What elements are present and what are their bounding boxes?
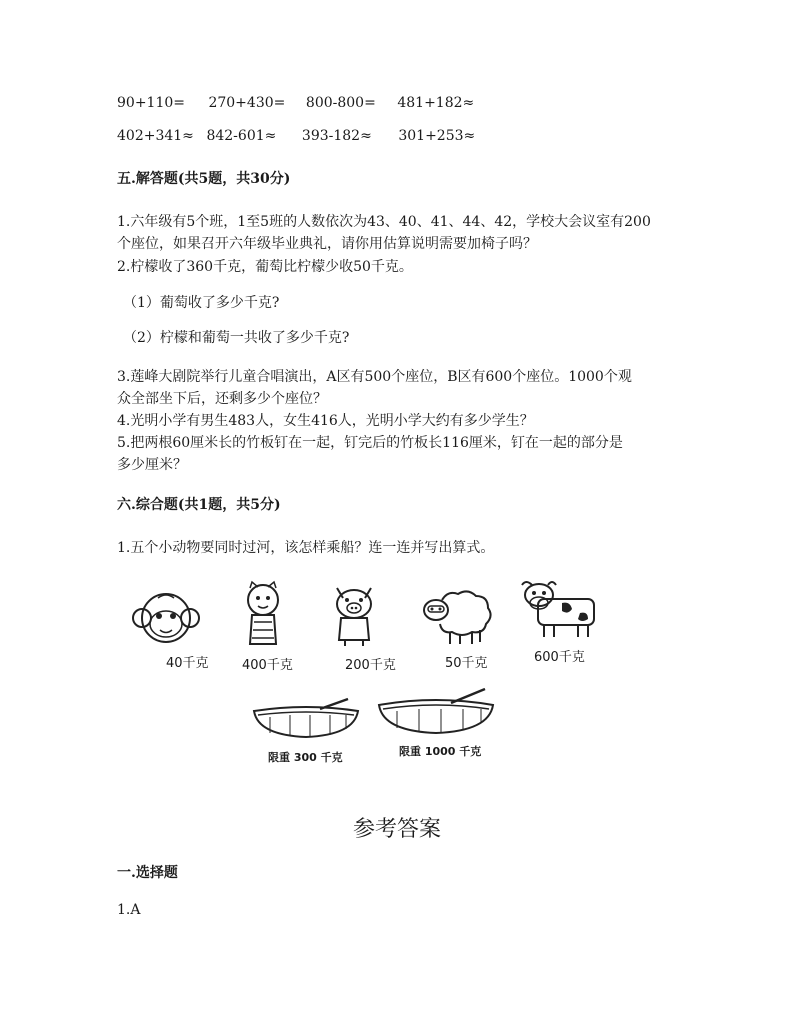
boat-small-limit: 限重 300 千克 xyxy=(268,751,343,764)
pig-icon xyxy=(327,582,381,652)
calc-item: 481+182≈ xyxy=(397,95,475,111)
section6-question-1: 1.五个小动物要同时过河，该怎样乘船？连一连并写出算式。 xyxy=(117,540,495,556)
answers-title: 参考答案 xyxy=(352,817,441,842)
monkey-icon xyxy=(128,590,204,654)
answer-1: 1.A xyxy=(117,902,141,918)
question-2-sub-2: （2）柠檬和葡萄一共收了多少千克? xyxy=(123,330,350,346)
sheep-icon xyxy=(418,586,496,650)
question-1-line-1: 1.六年级有5个班，1至5班的人数依次为43、40、41、44、42，学校大会议室有200 xyxy=(117,214,651,230)
question-3-line-1: 3.莲峰大剧院举行儿童合唱演出，A区有500个座位，B区有600个座位。1000个观 xyxy=(117,369,632,385)
boat-large-icon xyxy=(375,685,497,744)
monkey-weight: 40千克 xyxy=(166,656,209,671)
calc-item: 90+110= xyxy=(117,95,185,111)
calc-item: 800-800= xyxy=(305,95,376,111)
answers-section-1: 一.选择题 xyxy=(117,865,178,881)
pig-weight: 200千克 xyxy=(345,658,396,673)
tiger-weight: 400千克 xyxy=(242,658,293,673)
calc-item: 270+430= xyxy=(208,95,286,111)
calc-item: 842-601≈ xyxy=(206,128,277,144)
cow-icon xyxy=(518,577,598,643)
section5-title: 五.解答题(共5题，共30分) xyxy=(117,171,291,187)
question-5-line-1: 5.把两根60厘米长的竹板钉在一起，钉完后的竹板长116厘米，钉在一起的部分是 xyxy=(117,435,623,451)
calc-row-1 xyxy=(117,95,474,111)
sheep-weight: 50千克 xyxy=(445,656,488,671)
question-2: 2.柠檬收了360千克，葡萄比柠檬少收50千克。 xyxy=(117,259,413,275)
question-2-sub-1: （1）葡萄收了多少千克? xyxy=(123,295,280,311)
calc-item: 301+253≈ xyxy=(398,128,476,144)
boat-small-icon xyxy=(250,695,362,749)
cow-weight: 600千克 xyxy=(534,650,585,665)
boat-large-limit: 限重 1000 千克 xyxy=(399,745,482,758)
question-1-line-2: 个座位，如果召开六年级毕业典礼，请你用估算说明需要加椅子吗？ xyxy=(117,236,537,252)
section6-title: 六.综合题(共1题，共5分) xyxy=(117,497,281,513)
tiger-icon xyxy=(238,580,288,654)
calc-row-2 xyxy=(117,128,475,144)
calc-item: 402+341≈ xyxy=(117,128,194,144)
calc-item: 393-182≈ xyxy=(301,128,372,144)
question-5-line-2: 多少厘米？ xyxy=(117,457,187,473)
question-3-line-2: 众全部坐下后，还剩多少个座位？ xyxy=(117,391,327,407)
question-4: 4.光明小学有男生483人，女生416人，光明小学大约有多少学生？ xyxy=(117,413,534,429)
